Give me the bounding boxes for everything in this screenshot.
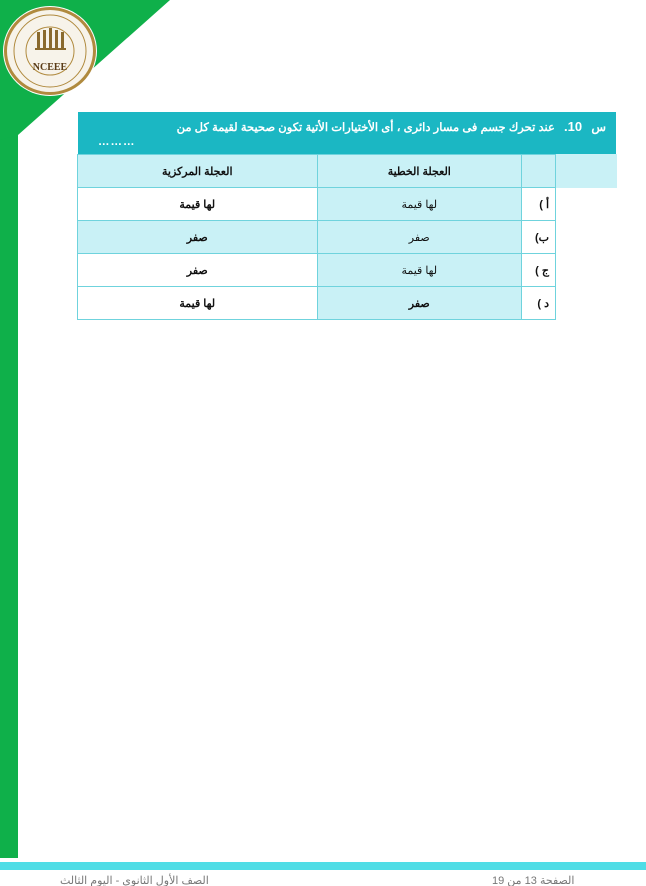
option-letter: ب)	[522, 221, 556, 254]
option-centripetal: صفر	[78, 254, 318, 287]
logo-emblem-icon	[7, 10, 93, 92]
footer-page-number: الصفحة 13 من 19	[492, 875, 575, 886]
header-letter-cell	[522, 155, 556, 188]
footer-grade-text: الصف الأول الثانوى - اليوم الثالث	[60, 875, 209, 886]
option-centripetal: صفر	[78, 221, 318, 254]
nceee-logo	[4, 7, 96, 95]
question-dots: ………	[98, 136, 136, 148]
option-linear: لها قيمة	[317, 188, 522, 221]
logo-text: NCEEE	[32, 62, 68, 73]
page-footer	[0, 872, 646, 886]
table-row[interactable]	[78, 188, 556, 221]
option-centripetal: لها قيمة	[78, 188, 318, 221]
table-header-row	[78, 155, 556, 188]
table-row[interactable]	[78, 287, 556, 320]
option-centripetal: لها قيمة	[78, 287, 318, 320]
header-linear: العجلة الخطية	[317, 155, 522, 188]
option-linear: صفر	[317, 287, 522, 320]
table-row[interactable]	[78, 254, 556, 287]
option-letter: د )	[522, 287, 556, 320]
option-letter: أ )	[522, 188, 556, 221]
question-prefix: س	[591, 120, 606, 134]
option-linear: لها قيمة	[317, 254, 522, 287]
table-row[interactable]	[78, 221, 556, 254]
footer-rule	[0, 862, 646, 870]
question-text: عند تحرك جسم فى مسار دائرى ، أى الأختيارات الأتية تكون صحيحة لقيمة كل من	[176, 122, 555, 134]
option-letter: ج )	[522, 254, 556, 287]
question-number: 10.	[564, 119, 583, 134]
answer-table	[77, 154, 556, 320]
option-linear: صفر	[317, 221, 522, 254]
header-centripetal: العجلة المركزية	[78, 155, 318, 188]
question-banner	[78, 112, 616, 154]
